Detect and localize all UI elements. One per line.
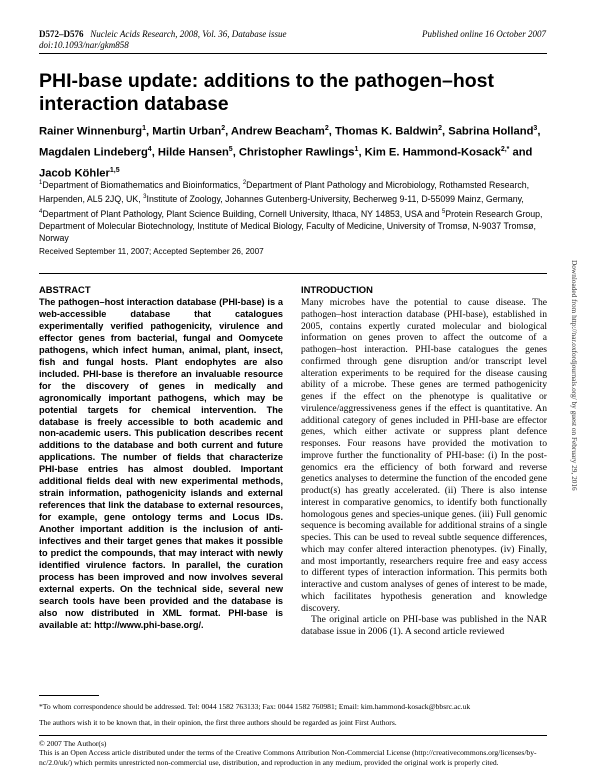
author-list — [39, 120, 559, 184]
author-name: Andrew Beacham — [230, 125, 325, 138]
author-name: Thomas K. Baldwin — [334, 125, 439, 138]
author-name: Sabrina Holland — [448, 125, 534, 138]
author-name: Rainer Winnenburg — [39, 125, 143, 138]
correspondence-footnote: *To whom correspondence should be addressed. Tel: 0044 1582 763133; Fax: 0044 1582 760981; Email: kim.hammond-kosack@bbsrc.ac.uk — [39, 702, 471, 711]
author-affiliation-mark: 2 — [324, 125, 329, 132]
affiliation-number: 3 — [143, 194, 147, 201]
author-name: Magdalen Lindeberg — [39, 146, 148, 159]
author-separator: , — [232, 146, 239, 159]
affiliation-number: 5 — [441, 208, 446, 215]
intro-paragraph: Many microbes have the potential to cause disease. The pathogen–host interaction database (PHI-base), established in 2005, contains expertly curated molecular and biological information on genes proven to affect the outcome of a pathogen–host interaction. PHI-base catalogues the genes confirmed through gene disruption and/or transcript level alteration experiments to be required for the disease causing ability of a microbe. These genes are termed pathogenicity genes if the effect on the phenotype is qualitative or virulence/aggressiveness genes if the effect is quantitative. An additional category of genes included in PHI-base are effector genes, which either activate or suppress plant defence responses. Four reasons have provided the motivation to improve further the functionality of PHI-base: (i) In the post-genomics era the efficiency of both forward and reverse genetics analyses to determine the function of the encoded gene product(s) has greatly accelerated. (ii) There is also intense interest in comparative genomics, to identify both functionally homologous genes and species-unique genes. (iii) Full genomic sequence is becoming available for additional strains of a single species. This can be used to reveal subtle sequence differences, which may confer altered interaction phenotypes. (iv) Finally, and most importantly, researchers require free and easy access to different types of interaction information. This permits both interactive and custom analyses of genes of interest to be made, which facilitates hypothesis generation and knowledge discovery. — [301, 297, 547, 614]
author-name: Jacob Köhler — [39, 168, 110, 181]
author-affiliation-mark: 1 — [354, 146, 359, 154]
affiliation-text: Department of Plant Pathology, Plant Science Building, Cornell University, Ithaca, NY 14853, USA and — [42, 208, 442, 219]
author-separator: , — [537, 125, 541, 138]
author-name: Kim E. Hammond-Kosack — [364, 146, 501, 159]
author-affiliation-mark: 2,* — [500, 146, 510, 154]
section-divider — [39, 273, 547, 274]
copyright-notice: © 2007 The Author(s) — [39, 739, 107, 748]
doi-link[interactable]: doi:10.1093/nar/gkm858 — [39, 40, 129, 50]
article-title: PHI-base update: additions to the pathogen–host interaction database — [39, 70, 495, 115]
author-affiliation-mark: 2 — [221, 125, 226, 132]
introduction-heading: INTRODUCTION — [301, 284, 373, 295]
author-separator: , — [442, 125, 449, 138]
affiliation-number: 2 — [242, 180, 247, 186]
page-range: D572–D576 — [39, 29, 84, 39]
affiliation-text: Protein Research Group, Department of Molecular Biotechnology, Institute of Medical Biology, Faculty of Medicine, University of Tromsø, N-9037 Tromsø, Norway — [39, 208, 543, 244]
author-separator: , — [225, 125, 231, 138]
publication-date: Published online 16 October 2007 — [422, 29, 546, 39]
author-name: Martin Urban — [152, 125, 222, 138]
journal-citation: Nucleic Acids Research, 2008, Vol. 36, Database issue — [90, 29, 287, 39]
header-divider — [39, 53, 547, 54]
author-separator: , — [358, 146, 365, 159]
author-affiliation-mark: 3 — [533, 125, 538, 132]
footer-divider — [39, 735, 547, 736]
download-watermark-text: Downloaded from http://nar.oxfordjournals.org/ by guest on February 29, 2016 — [570, 260, 579, 491]
joint-authors-footnote: The authors wish it to be known that, in their opinion, the first three authors should be regarded as joint First Authors. — [39, 718, 397, 727]
running-header — [39, 29, 286, 51]
affiliation-text: Institute of Zoology, Johannes Gutenberg-University, Becherweg 9-11, D-55099 Mainz, Germany, — [146, 194, 524, 205]
abstract-text: The pathogen–host interaction database (PHI-base) is a web-accessible database that catalogues experimentally verified pathogenicity, virulence and effector genes from bacterial, fungal and Oomycete pathogens, which infect human, animal, plant, insect, fish and fungal hosts. Plant endophytes are also included. PHI-base is therefore an invaluable resource for the discovery of genes in medically and agronomically important pathogens, which may be potential targets for chemical intervention. The database is freely accessible to both academic and non-academic users. This publication describes recent additions to the database and both current and future applications. The number of fields that characterize PHI-base entries has almost doubled. Important additional fields deal with new experimental methods, strain information, pathogenicity islands and external references that link the database to external resources, for example, gene ontology terms and Locus IDs. Another important addition is the inclusion of anti-infectives and their target genes that makes it possible to predict the compounds, that may interact with newly identified virulence factors. In parallel, the curation process has been improved and now involves several external experts. On the technical side, several new search tools have been provided and the database is also now distributed in XML format. PHI-base is available at: http://www.phi-base.org/. — [39, 297, 283, 630]
author-affiliation-mark: 2 — [438, 125, 443, 132]
affiliations — [39, 177, 559, 245]
abstract-heading: ABSTRACT — [39, 284, 91, 295]
license-text: This is an Open Access article distributed under the terms of the Creative Commons Attribution Non-Commercial License (http://creativecommons.org/licenses/by-nc/2.0/uk/) which permits unrestricted non-commercial use, distribution, and reproduction in any medium, provided the original work is properly cited. — [39, 748, 537, 767]
author-separator: , — [151, 146, 158, 159]
received-dates: Received September 11, 2007; Accepted September 26, 2007 — [39, 247, 264, 256]
author-separator: , — [328, 125, 335, 138]
author-separator: , — [145, 125, 153, 138]
author-affiliation-mark: 4 — [147, 146, 152, 154]
introduction-text — [301, 297, 547, 638]
author-affiliation-mark: 5 — [228, 146, 233, 154]
footnote-divider — [39, 695, 99, 696]
affiliation-text: Department of Plant Pathology and Microbiology, Rothamsted Research, Harpenden, AL5 2JQ, UK, — [39, 179, 530, 205]
intro-paragraph: The original article on PHI-base was published in the NAR database issue in 2006 (1). A second article reviewed — [301, 614, 547, 637]
author-name: Hilde Hansen — [157, 146, 229, 159]
affiliation-text: Department of Biomathematics and Bioinformatics, — [42, 179, 243, 190]
affiliation-number: 4 — [39, 208, 43, 215]
author-affiliation-mark: 1 — [142, 125, 146, 132]
author-affiliation-mark: 1,5 — [109, 167, 120, 175]
author-separator: and — [509, 146, 533, 159]
author-name: Christopher Rawlings — [238, 146, 355, 159]
affiliation-number: 1 — [39, 180, 43, 186]
